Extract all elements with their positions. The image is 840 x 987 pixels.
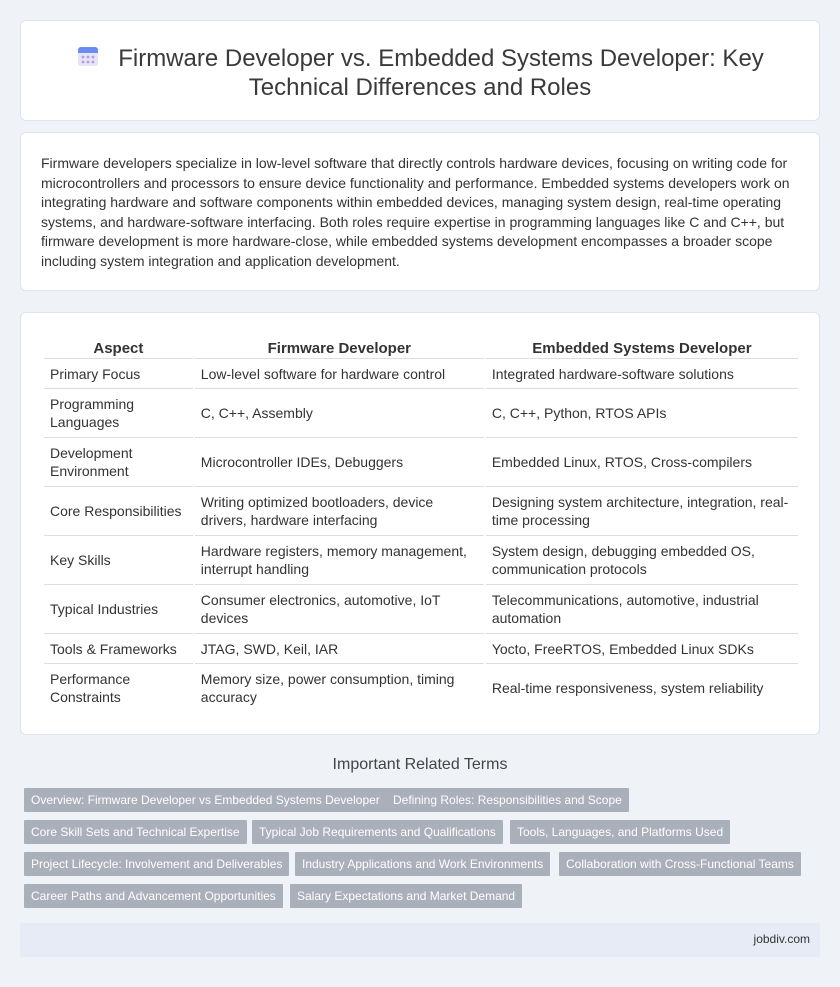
title-line-2: Technical Differences and Roles [248,74,592,101]
table-row [44,584,798,633]
related-term-link[interactable]: Collaboration with Cross-Functional Teams [559,852,801,876]
cell-firmware: JTAG, SWD, Keil, IAR [195,633,484,663]
cell-embedded: Designing system architecture, integration, real-time processing [486,486,798,535]
cell-embedded: Telecommunications, automotive, industrial automation [486,584,798,633]
cell-firmware: Consumer electronics, automotive, IoT devices [195,584,484,633]
cell-aspect: Performance Constraints [44,663,193,712]
related-term-link[interactable]: Typical Job Requirements and Qualifications [252,820,503,844]
cell-embedded: Integrated hardware-software solutions [486,358,798,388]
cell-aspect: Core Responsibilities [44,486,193,535]
cell-aspect: Typical Industries [44,584,193,633]
cell-embedded: System design, debugging embedded OS, communication protocols [486,535,798,584]
cell-firmware: Hardware registers, memory management, interrupt handling [195,535,484,584]
comparison-card [20,312,820,735]
cell-embedded: Yocto, FreeRTOS, Embedded Linux SDKs [486,633,798,663]
cell-firmware: Writing optimized bootloaders, device drivers, hardware interfacing [195,486,484,535]
header-embedded: Embedded Systems Developer [532,340,752,357]
header-firmware: Firmware Developer [267,340,412,357]
related-term-link[interactable]: Industry Applications and Work Environments [295,852,550,876]
footer-site-link[interactable]: jobdiv.com [753,932,810,946]
related-term-link[interactable]: Tools, Languages, and Platforms Used [510,820,730,844]
cell-aspect: Key Skills [44,535,193,584]
table-row [44,633,798,663]
related-term-link[interactable]: Defining Roles: Responsibilities and Scope [386,788,629,812]
cell-aspect: Development Environment [44,437,193,486]
cell-firmware: Low-level software for hardware control [195,358,484,388]
cell-aspect: Tools & Frameworks [44,633,193,663]
footer [20,923,820,957]
title-card [20,20,820,121]
cell-embedded: C, C++, Python, RTOS APIs [486,388,798,437]
header-aspect: Aspect [93,340,144,357]
related-terms-title: Important Related Terms [332,756,508,773]
page-title [21,44,819,102]
cell-aspect: Programming Languages [44,388,193,437]
related-term-link[interactable]: Core Skill Sets and Technical Expertise [24,820,247,844]
table-header-row [44,335,798,358]
table-row [44,535,798,584]
related-term-link[interactable]: Salary Expectations and Market Demand [290,884,522,908]
intro-card [20,132,820,291]
related-term-link[interactable]: Overview: Firmware Developer vs Embedded Systems Developer [24,788,387,812]
related-term-link[interactable]: Career Paths and Advancement Opportunities [24,884,283,908]
related-term-link[interactable]: Project Lifecycle: Involvement and Deliverables [24,852,289,876]
cell-firmware: C, C++, Assembly [195,388,484,437]
cell-embedded: Real-time responsiveness, system reliability [486,663,798,712]
cell-firmware: Memory size, power consumption, timing accuracy [195,663,484,712]
title-line-1: Firmware Developer vs. Embedded Systems Developer: Key [118,45,764,72]
table-row [44,437,798,486]
table-row [44,358,798,388]
intro-paragraph: Firmware developers specialize in low-level software that directly controls hardware devices, focusing on writing code for microcontrollers and processors to ensure device functionality and performance. Embedded systems developers work on integrating hardware and software components within embedded devices, managing system design, real-time operating systems, and hardware-software interfacing. Both roles require expertise in programming languages like C and C++, but firmware development is more hardware-close, while embedded systems development encompasses a broader scope including system integration and application development. [41,155,790,269]
cell-aspect: Primary Focus [44,358,193,388]
cell-firmware: Microcontroller IDEs, Debuggers [195,437,484,486]
table-row [44,486,798,535]
table-row [44,663,798,712]
comparison-table [42,335,800,712]
calendar-icon [76,44,100,68]
table-row [44,388,798,437]
cell-embedded: Embedded Linux, RTOS, Cross-compilers [486,437,798,486]
